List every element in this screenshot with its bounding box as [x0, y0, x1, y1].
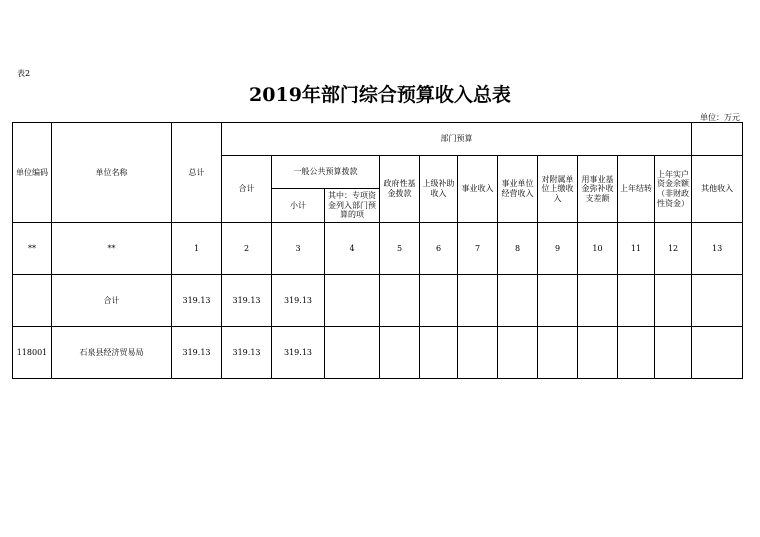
index-cell: **	[52, 223, 172, 275]
empty-cell	[458, 327, 498, 379]
header-subtotal-all: 合计	[222, 156, 272, 223]
empty-cell	[380, 275, 420, 327]
header-fund-balance: 用事业基金弥补收支差额	[578, 156, 618, 223]
header-unit-name: 单位名称	[52, 123, 172, 223]
index-cell: 3	[272, 223, 325, 275]
empty-cell	[325, 327, 380, 379]
unit-name-cell: 石泉县经济贸易局	[52, 327, 172, 379]
index-cell: 2	[222, 223, 272, 275]
empty-cell	[325, 275, 380, 327]
subtotal-cell: 319.13	[272, 327, 325, 379]
empty-cell	[655, 327, 692, 379]
index-cell: **	[13, 223, 52, 275]
index-cell: 13	[692, 223, 743, 275]
index-cell: 5	[380, 223, 420, 275]
header-total: 总计	[172, 123, 222, 223]
table-row	[13, 327, 743, 379]
header-business-income: 事业收入	[458, 156, 498, 223]
unit-code-cell: 118001	[13, 327, 52, 379]
empty-cell	[380, 327, 420, 379]
subtotal-cell: 319.13	[272, 275, 325, 327]
subtotal-all-cell: 319.13	[222, 327, 272, 379]
index-cell: 6	[420, 223, 458, 275]
empty-cell	[538, 275, 578, 327]
total-cell: 319.13	[172, 275, 222, 327]
empty-cell	[538, 327, 578, 379]
header-operating-income: 事业单位经营收入	[498, 156, 538, 223]
budget-table	[12, 122, 743, 379]
unit-label: 单位：万元	[700, 113, 740, 122]
empty-cell	[420, 327, 458, 379]
empty-cell	[578, 327, 618, 379]
header-other-income: 其他收入	[692, 156, 743, 223]
header-general-budget: 一般公共预算拨款	[272, 156, 380, 189]
index-cell: 1	[172, 223, 222, 275]
header-carryover: 上年结转	[618, 156, 655, 223]
empty-cell	[618, 327, 655, 379]
empty-cell	[655, 275, 692, 327]
header-upper-subsidy: 上级补助收入	[420, 156, 458, 223]
table-number-label: 表2	[17, 69, 31, 78]
header-affiliated-income: 对附属单位上缴收入	[538, 156, 578, 223]
unit-code-cell	[13, 275, 52, 327]
index-cell: 4	[325, 223, 380, 275]
empty-cell	[692, 275, 743, 327]
unit-name-cell: 合计	[52, 275, 172, 327]
header-prior-year-balance: 上年实户资金余额（非财政性资金）	[655, 156, 692, 223]
total-cell: 319.13	[172, 327, 222, 379]
page-title: 2019年部门综合预算收入总表	[249, 84, 511, 106]
index-cell: 10	[578, 223, 618, 275]
empty-cell	[420, 275, 458, 327]
header-blank-cell	[692, 123, 743, 156]
header-gov-fund: 政府性基金拨款	[380, 156, 420, 223]
subtotal-all-cell: 319.13	[222, 275, 272, 327]
empty-cell	[692, 327, 743, 379]
header-special-fund: 其中：专项资金列入部门预算的项	[325, 189, 380, 223]
empty-cell	[618, 275, 655, 327]
index-cell: 11	[618, 223, 655, 275]
header-unit-code: 单位编码	[13, 123, 52, 223]
header-dept-budget: 部门预算	[222, 123, 692, 156]
index-cell: 9	[538, 223, 578, 275]
empty-cell	[578, 275, 618, 327]
index-cell: 8	[498, 223, 538, 275]
table-row	[13, 275, 743, 327]
empty-cell	[498, 327, 538, 379]
index-row	[13, 223, 743, 275]
index-cell: 12	[655, 223, 692, 275]
empty-cell	[498, 275, 538, 327]
index-cell: 7	[458, 223, 498, 275]
empty-cell	[458, 275, 498, 327]
header-subtotal: 小计	[272, 189, 325, 223]
